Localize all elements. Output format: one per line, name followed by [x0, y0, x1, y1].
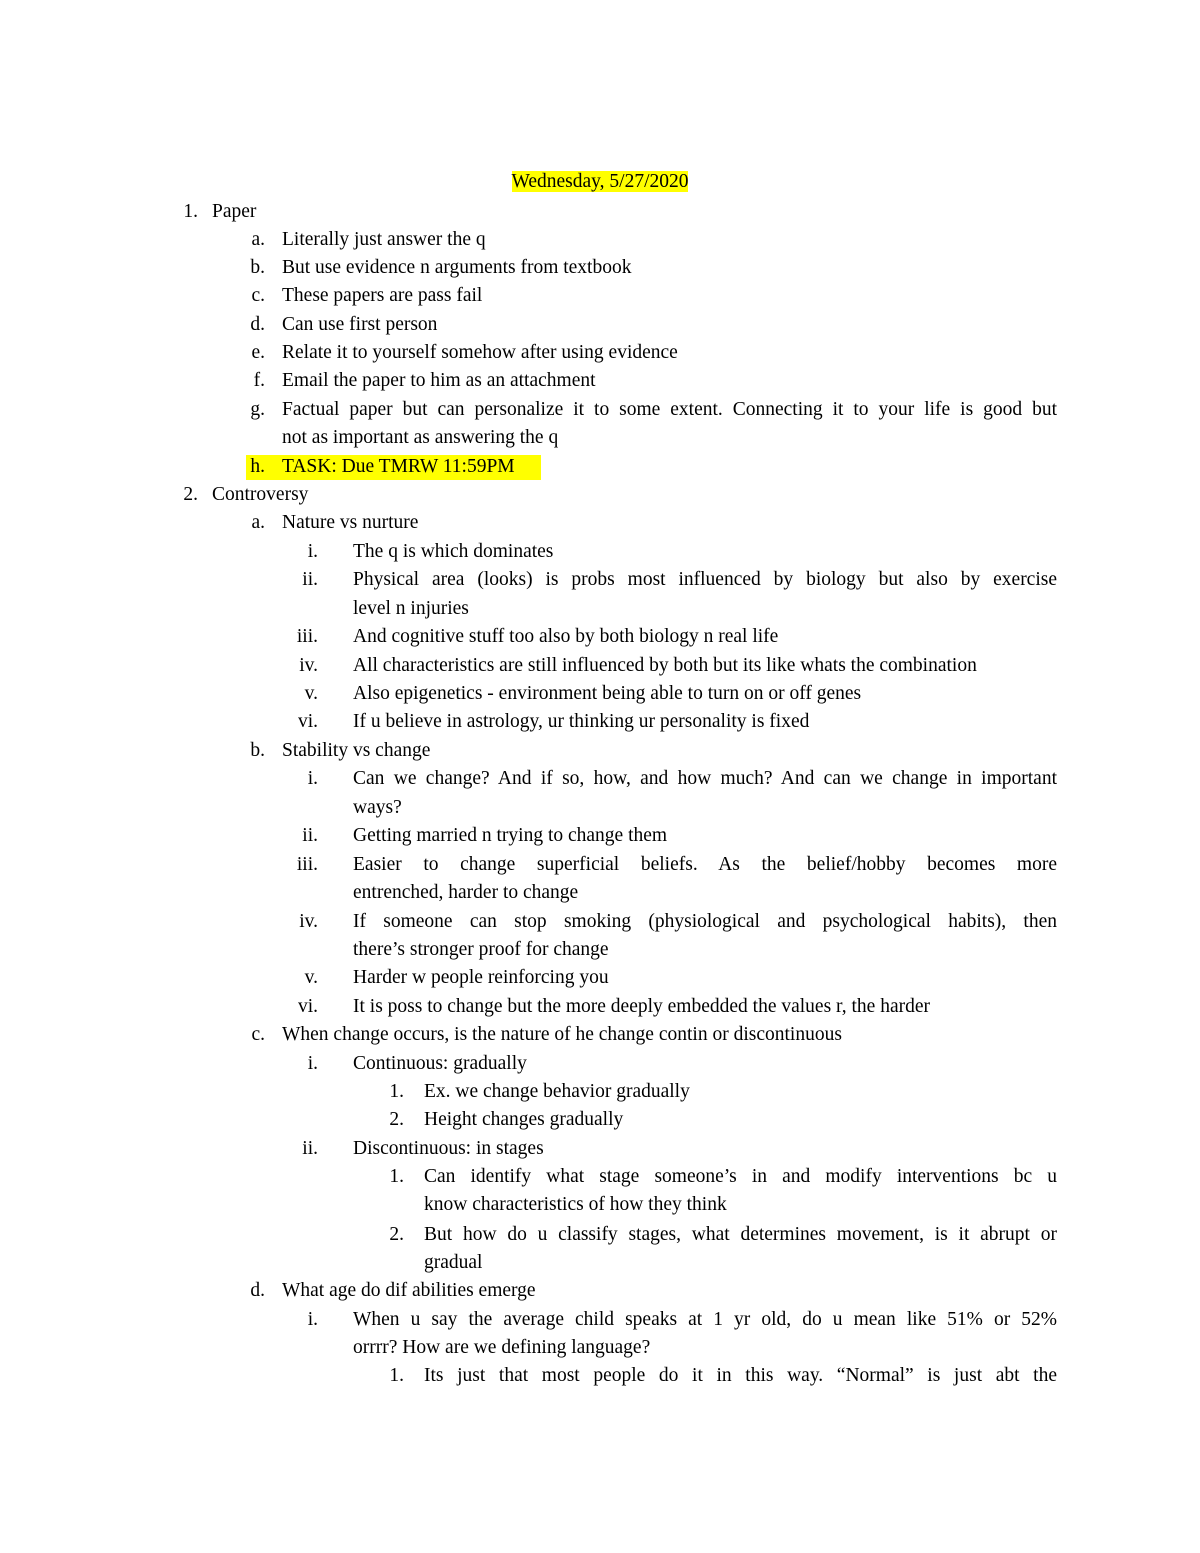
- outline-text: But use evidence n arguments from textbook: [282, 257, 632, 278]
- outline-text: Harder w people reinforcing you: [353, 967, 609, 988]
- outline-item-l1: [0, 198, 1200, 226]
- outline-item-l2a2b: [0, 595, 1200, 623]
- outline-marker: 1.: [389, 1081, 404, 1102]
- outline-text: entrenched, harder to change: [353, 882, 579, 903]
- outline-marker: iv.: [299, 655, 318, 676]
- outline-text: Literally just answer the q: [282, 229, 486, 250]
- outline-item-l2c1b: [0, 1106, 1200, 1134]
- outline-marker: i.: [307, 768, 318, 789]
- outline-marker: v.: [304, 683, 318, 704]
- outline-text: level n injuries: [353, 598, 469, 619]
- outline-text: Can identify what stage someone’s in and modify interventions bc u: [424, 1166, 1057, 1187]
- outline-marker: ii.: [302, 1138, 318, 1159]
- outline-item-l2c: [0, 1021, 1200, 1049]
- page-title: Wednesday, 5/27/2020: [511, 171, 689, 192]
- outline-item-l2a1: [0, 538, 1200, 566]
- outline-text: Can we change? And if so, how, and how much? And can we change in important: [353, 768, 1057, 789]
- outline-text: Paper: [212, 201, 257, 222]
- outline-text: Getting married n trying to change them: [353, 825, 668, 846]
- outline-marker: vi.: [297, 711, 318, 732]
- outline-text: It is poss to change but the more deeply embedded the values r, the harder: [353, 996, 930, 1017]
- outline-marker: v.: [304, 967, 318, 988]
- outline-item-l2a2: [0, 566, 1200, 594]
- outline-text: Its just that most people do it in this way. “Normal” is just abt the: [424, 1365, 1057, 1386]
- outline-text: gradual: [424, 1252, 483, 1273]
- outline-item-l1a: [0, 226, 1200, 254]
- outline-item-l2b1: [0, 765, 1200, 793]
- outline-marker: 2.: [389, 1224, 404, 1245]
- outline-text: orrrr? How are we defining language?: [353, 1337, 651, 1358]
- outline-item-l2b5: [0, 964, 1200, 992]
- outline-item-l2d1b: [0, 1334, 1200, 1362]
- outline-marker: 1.: [389, 1166, 404, 1187]
- outline-item-l1g2: [0, 424, 1200, 452]
- outline-marker: c.: [251, 1024, 265, 1045]
- outline-item-l2a3: [0, 623, 1200, 651]
- outline-item-l1h: [0, 453, 1200, 481]
- outline-text: Factual paper but can personalize it to some extent. Connecting it to your life is good but: [282, 399, 1057, 420]
- outline-text: Easier to change superficial beliefs. As the belief/hobby becomes more: [353, 854, 1057, 875]
- outline-text: there’s stronger proof for change: [353, 939, 609, 960]
- page-title-container: [0, 168, 1200, 197]
- outline-text: These papers are pass fail: [282, 285, 483, 306]
- outline-text: Controversy: [212, 484, 309, 505]
- outline-item-l2: [0, 481, 1200, 509]
- outline-text: If u believe in astrology, ur thinking ur personality is fixed: [353, 711, 810, 732]
- outline-text: The q is which dominates: [353, 541, 554, 562]
- outline-marker: 1.: [389, 1365, 404, 1386]
- outline-marker: d.: [250, 314, 265, 335]
- outline-text: When change occurs, is the nature of he change contin or discontinuous: [282, 1024, 842, 1045]
- outline-text: But how do u classify stages, what determines movement, is it abrupt or: [424, 1224, 1057, 1245]
- outline-item-l1e: [0, 339, 1200, 367]
- outline-item-l2b: [0, 737, 1200, 765]
- outline-text: If someone can stop smoking (physiological and psychological habits), then: [353, 911, 1057, 932]
- outline-item-l2c2b2: [0, 1249, 1200, 1277]
- outline-marker: h.: [250, 456, 265, 477]
- outline-item-l2b4: [0, 908, 1200, 936]
- outline-item-l2d1: [0, 1306, 1200, 1334]
- outline-text: When u say the average child speaks at 1 yr old, do u mean like 51% or 52%: [353, 1309, 1057, 1330]
- outline-item-l2b4b: [0, 936, 1200, 964]
- outline-marker: 2.: [389, 1109, 404, 1130]
- outline-text: And cognitive stuff too also by both biology n real life: [353, 626, 779, 647]
- outline-item-l2c1: [0, 1050, 1200, 1078]
- outline-marker: 2.: [183, 484, 198, 505]
- outline-marker: iv.: [299, 911, 318, 932]
- outline-text: ways?: [353, 797, 402, 818]
- outline-item-l2c2: [0, 1135, 1200, 1163]
- outline-text: Nature vs nurture: [282, 512, 419, 533]
- outline-text: What age do dif abilities emerge: [282, 1280, 536, 1301]
- outline-item-l2a4: [0, 652, 1200, 680]
- outline-text: Stability vs change: [282, 740, 431, 761]
- outline-text: Continuous: gradually: [353, 1053, 527, 1074]
- outline-item-l1g: [0, 396, 1200, 424]
- outline-marker: 1.: [183, 201, 198, 222]
- outline-marker: ii.: [302, 825, 318, 846]
- outline-item-l1d: [0, 311, 1200, 339]
- outline-text: know characteristics of how they think: [424, 1194, 727, 1215]
- outline-item-l1b: [0, 254, 1200, 282]
- outline-text: Discontinuous: in stages: [353, 1138, 544, 1159]
- outline-marker: iii.: [296, 626, 318, 647]
- outline-marker: a.: [251, 229, 265, 250]
- outline-marker: iii.: [296, 854, 318, 875]
- outline-item-l2c1a: [0, 1078, 1200, 1106]
- outline-text: Ex. we change behavior gradually: [424, 1081, 690, 1102]
- outline-marker: d.: [250, 1280, 265, 1301]
- outline-marker: a.: [251, 512, 265, 533]
- outline-item-l2c2a: [0, 1163, 1200, 1191]
- outline-marker: ii.: [302, 569, 318, 590]
- outline-item-l1f: [0, 367, 1200, 395]
- outline-marker: e.: [251, 342, 265, 363]
- outline-marker: b.: [250, 257, 265, 278]
- outline-text: Height changes gradually: [424, 1109, 624, 1130]
- outline-item-l2b3b: [0, 879, 1200, 907]
- outline-item-l2b3: [0, 851, 1200, 879]
- outline-marker: c.: [251, 285, 265, 306]
- outline-marker: i.: [307, 1053, 318, 1074]
- outline-item-l2d: [0, 1277, 1200, 1305]
- outline-marker: g.: [250, 399, 265, 420]
- outline-text: Can use first person: [282, 314, 438, 335]
- outline-item-l2a6: [0, 708, 1200, 736]
- outline-item-l2b2: [0, 822, 1200, 850]
- outline-marker: i.: [307, 541, 318, 562]
- outline-item-l2a: [0, 509, 1200, 537]
- outline-text: Relate it to yourself somehow after using evidence: [282, 342, 678, 363]
- outline-marker: f.: [253, 370, 265, 391]
- outline-marker: vi.: [297, 996, 318, 1017]
- outline-item-l2b6: [0, 993, 1200, 1021]
- outline-item-l2d1a: [0, 1362, 1200, 1390]
- outline-text: not as important as answering the q: [282, 427, 559, 448]
- outline-item-l2b1b: [0, 794, 1200, 822]
- outline-text: Physical area (looks) is probs most influenced by biology but also by exercise: [353, 569, 1057, 590]
- outline-item-l2c2a2: [0, 1191, 1200, 1219]
- outline-item-l2a5: [0, 680, 1200, 708]
- outline-text: Email the paper to him as an attachment: [282, 370, 596, 391]
- outline-text: Also epigenetics - environment being able to turn on or off genes: [353, 683, 862, 704]
- outline-item-l1c: [0, 282, 1200, 310]
- outline-marker: i.: [307, 1309, 318, 1330]
- outline-text: TASK: Due TMRW 11:59PM: [282, 456, 515, 477]
- outline-text: All characteristics are still influenced by both but its like whats the combination: [353, 655, 977, 676]
- outline-marker: b.: [250, 740, 265, 761]
- outline-item-l2c2b: [0, 1221, 1200, 1249]
